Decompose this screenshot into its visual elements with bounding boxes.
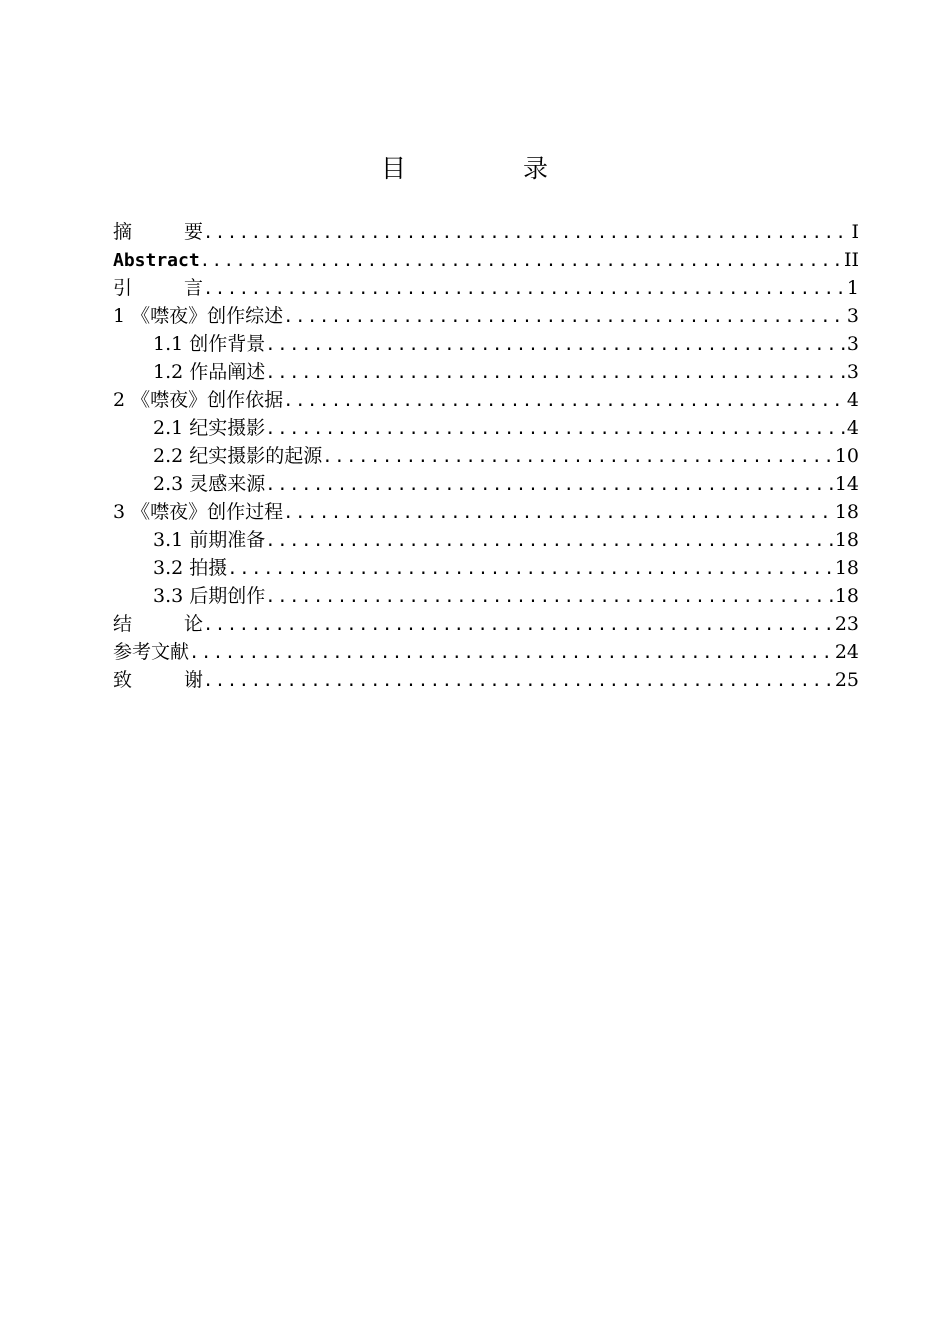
toc-dot-leader <box>200 247 843 275</box>
toc-entry-label: 摘 要 <box>113 221 203 243</box>
toc-dot-leader <box>265 583 834 611</box>
toc-entry-label: Abstract <box>113 250 200 271</box>
toc-dot-leader <box>265 527 834 555</box>
toc-entry[interactable] <box>113 302 859 330</box>
toc-entry-label: 3.3 后期创作 <box>153 585 266 607</box>
toc-dot-leader <box>203 667 834 695</box>
toc-dot-leader <box>227 555 834 583</box>
toc-page-number: 18 <box>834 529 859 551</box>
toc-entry-label: 2.1 纪实摄影 <box>153 417 266 439</box>
toc-entry[interactable] <box>113 470 859 498</box>
toc-page-number: 1 <box>846 277 859 299</box>
toc-entry[interactable] <box>113 246 859 274</box>
toc-entry-label: 参考文献 <box>113 641 190 663</box>
toc-dot-leader <box>265 331 846 359</box>
toc-page-number: I <box>851 221 859 243</box>
toc-dot-leader <box>283 387 846 415</box>
toc-dot-leader <box>265 471 834 499</box>
toc-entry-label: 引 言 <box>113 277 203 299</box>
toc-entry-label: 3 《噤夜》创作过程 <box>113 501 284 523</box>
page-title: 目 录 <box>380 154 594 183</box>
toc-page-number: 3 <box>846 305 859 327</box>
toc-page-number: 14 <box>834 473 859 495</box>
toc-entry[interactable] <box>113 498 859 526</box>
toc-entry-label: 1 《噤夜》创作综述 <box>113 305 284 327</box>
toc-page-number: 4 <box>846 389 859 411</box>
toc-entry[interactable] <box>113 386 859 414</box>
toc-entry-label: 2.3 灵感来源 <box>153 473 266 495</box>
toc-entry[interactable] <box>113 554 859 582</box>
toc-dot-leader <box>203 611 834 639</box>
toc-entry[interactable] <box>113 414 859 442</box>
toc-entry[interactable] <box>113 330 859 358</box>
toc-entry[interactable] <box>113 610 859 638</box>
toc-page-number: 23 <box>834 613 859 635</box>
toc-page-number: 4 <box>846 417 859 439</box>
toc-entry-label: 2 《噤夜》创作依据 <box>113 389 284 411</box>
toc-dot-leader <box>283 303 846 331</box>
toc-entry[interactable] <box>113 638 859 666</box>
toc-entry[interactable] <box>113 274 859 302</box>
toc-page-number: 18 <box>834 557 859 579</box>
toc-entry[interactable] <box>113 666 859 694</box>
toc-entry-label: 3.2 拍摄 <box>153 557 228 579</box>
toc-page-number: 3 <box>846 333 859 355</box>
toc-page-number: 18 <box>834 501 859 523</box>
toc-page-number: 10 <box>834 445 859 467</box>
toc-entry-label: 3.1 前期准备 <box>153 529 266 551</box>
toc-page-number: 18 <box>834 585 859 607</box>
toc-entry-label: 结 论 <box>113 613 203 635</box>
toc-page-number: 25 <box>834 669 859 691</box>
toc-page-number: 3 <box>846 361 859 383</box>
toc-entry[interactable] <box>113 582 859 610</box>
toc-dot-leader <box>203 219 850 247</box>
toc-entry-label: 2.2 纪实摄影的起源 <box>153 445 323 467</box>
toc-dot-leader <box>322 443 834 471</box>
toc-entry[interactable] <box>113 526 859 554</box>
toc-page-number: 24 <box>834 641 859 663</box>
toc-entry[interactable] <box>113 358 859 386</box>
table-of-contents <box>113 218 859 694</box>
toc-entry-label: 1.2 作品阐述 <box>153 361 266 383</box>
toc-entry-label: 1.1 创作背景 <box>153 333 266 355</box>
toc-dot-leader <box>189 639 834 667</box>
toc-dot-leader <box>203 275 846 303</box>
toc-entry-label: 致 谢 <box>113 669 203 691</box>
toc-dot-leader <box>265 359 846 387</box>
toc-dot-leader <box>283 499 834 527</box>
toc-entry[interactable] <box>113 218 859 246</box>
toc-entry[interactable] <box>113 442 859 470</box>
toc-page-number: II <box>843 249 859 271</box>
toc-dot-leader <box>265 415 846 443</box>
